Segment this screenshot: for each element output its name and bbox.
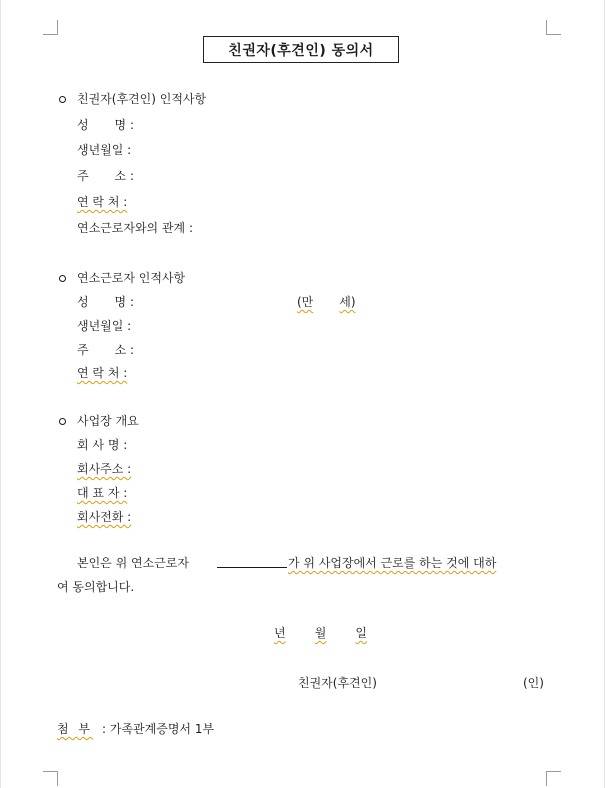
ceo-label: 대 표 자 : bbox=[77, 486, 128, 500]
document-title-text: 친권자(후견인) 동의서 bbox=[228, 42, 374, 59]
document-title bbox=[203, 36, 399, 63]
minor-section-heading: 연소근로자 인적사항 bbox=[77, 271, 186, 285]
minor-name-blank bbox=[217, 556, 287, 568]
crop-mark-top-right bbox=[546, 20, 561, 35]
guardian-section-heading: 친권자(후견인) 인적사항 bbox=[77, 92, 207, 106]
business-section-heading: 사업장 개요 bbox=[77, 414, 139, 428]
company-address-label: 회사주소 : bbox=[77, 462, 132, 476]
attachment-text: : 가족관계증명서 1부 bbox=[102, 722, 215, 736]
bullet-circle-icon bbox=[59, 418, 66, 425]
guardian-address-label: 주 소 : bbox=[77, 169, 134, 183]
crop-mark-top-left bbox=[43, 20, 58, 35]
signature-label: 친권자(후견인) bbox=[298, 676, 377, 690]
seal-mark: (인) bbox=[523, 676, 544, 690]
crop-mark-bottom-right bbox=[546, 771, 561, 786]
date-line bbox=[274, 625, 367, 641]
minor-address-label: 주 소 : bbox=[77, 343, 134, 357]
company-phone-label: 회사전화 : bbox=[77, 510, 132, 524]
bullet-circle-icon bbox=[59, 96, 66, 103]
consent-line1-prefix: 본인은 위 연소근로자 bbox=[77, 556, 189, 570]
guardian-contact-label: 연 락 처 : bbox=[77, 195, 128, 209]
consent-line2: 여 동의합니다. bbox=[57, 580, 135, 594]
minor-birth-label: 생년월일 : bbox=[77, 319, 132, 333]
bullet-circle-icon bbox=[59, 275, 66, 282]
crop-mark-bottom-left bbox=[43, 771, 58, 786]
company-name-label: 회 사 명 : bbox=[77, 438, 128, 452]
date-day: 일 bbox=[355, 626, 367, 640]
consent-line1-suffix: 가 위 사업장에서 근로를 하는 것에 대하 bbox=[288, 556, 497, 570]
minor-name-label: 성 명 : bbox=[77, 295, 134, 309]
minor-contact-label: 연 락 처 : bbox=[77, 366, 128, 380]
guardian-relation-label: 연소근로자와의 관계 : bbox=[77, 221, 194, 235]
minor-age-field: (만 세) bbox=[297, 295, 356, 309]
attachment-label: 첨 부 bbox=[57, 722, 93, 736]
date-year: 년 bbox=[274, 626, 286, 640]
guardian-birth-label: 생년월일 : bbox=[77, 143, 132, 157]
guardian-name-label: 성 명 : bbox=[77, 118, 134, 132]
date-month: 월 bbox=[314, 626, 327, 640]
